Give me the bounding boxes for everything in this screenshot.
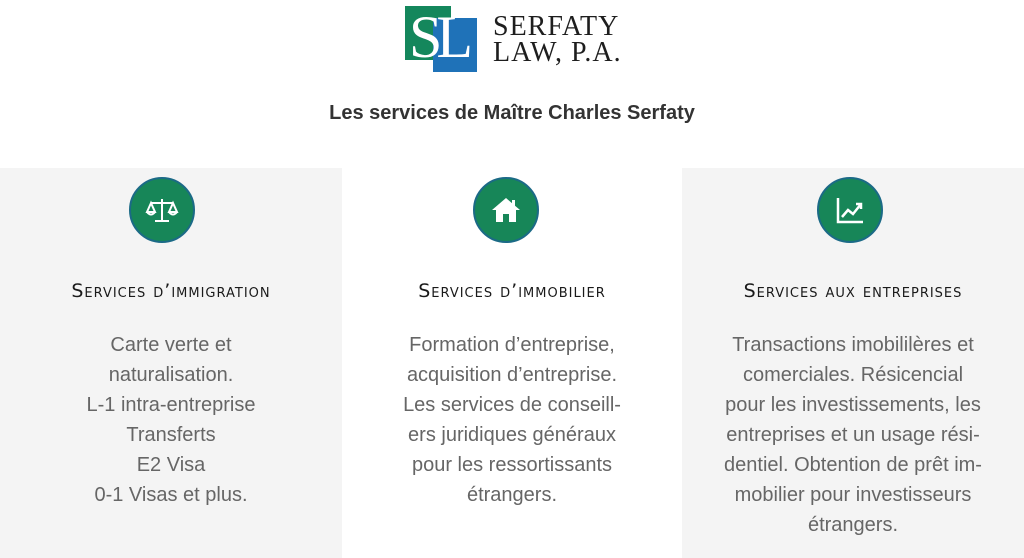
- service-description-immigration: [0, 330, 342, 510]
- service-panel-immobilier: [342, 168, 682, 558]
- house-icon: [473, 177, 539, 243]
- logo-letters: SL: [409, 4, 468, 70]
- logo-line-2: LAW, P.A.: [493, 37, 622, 68]
- description-line: pour les ressortissants: [411, 454, 613, 476]
- service-title-entreprises: Services aux entreprises: [743, 280, 963, 302]
- logo-wordmark: [493, 11, 622, 68]
- description-line: acquisition d’entreprise.: [406, 364, 618, 386]
- description-line: Transactions imobililères et: [732, 334, 974, 356]
- serfaty-law-logo[interactable]: [405, 6, 622, 74]
- description-line: étrangers.: [466, 484, 558, 506]
- service-description-entreprises: [682, 330, 1024, 540]
- description-line: entreprises et un usage rési-: [726, 424, 980, 446]
- description-line: L-1 intra-entreprise: [86, 394, 256, 416]
- description-line: mobilier pour investisseurs: [734, 484, 972, 506]
- service-panel-immigration: [0, 168, 342, 558]
- description-line: E2 Visa: [136, 454, 206, 476]
- service-panel-entreprises: [682, 168, 1024, 558]
- description-line: Carte verte et: [110, 334, 232, 356]
- description-line: pour les investissements, les: [725, 394, 981, 416]
- description-line: Formation d’entreprise,: [409, 334, 615, 356]
- service-title-immobilier: Services d’immobilier: [418, 280, 606, 302]
- description-line: dentiel. Obtention de prêt im-: [724, 454, 982, 476]
- description-line: naturalisation.: [108, 364, 234, 386]
- page-subtitle: Les services de Maître Charles Serfaty: [329, 102, 695, 124]
- logo-line-1: SERFATY: [493, 11, 620, 42]
- description-line: ers juridiques généraux: [408, 424, 616, 446]
- description-line: Transferts: [126, 424, 216, 446]
- description-line: étrangers.: [807, 514, 899, 536]
- description-line: Les services de conseill-: [403, 394, 621, 416]
- logo-mark: [405, 6, 481, 74]
- service-title-immigration: Services d’immigration: [71, 280, 271, 302]
- description-line: comerciales. Résicencial: [742, 364, 964, 386]
- scales-icon: [129, 177, 195, 243]
- description-line: 0-1 Visas et plus.: [94, 484, 248, 506]
- service-description-immobilier: [342, 330, 682, 510]
- chart-icon: [817, 177, 883, 243]
